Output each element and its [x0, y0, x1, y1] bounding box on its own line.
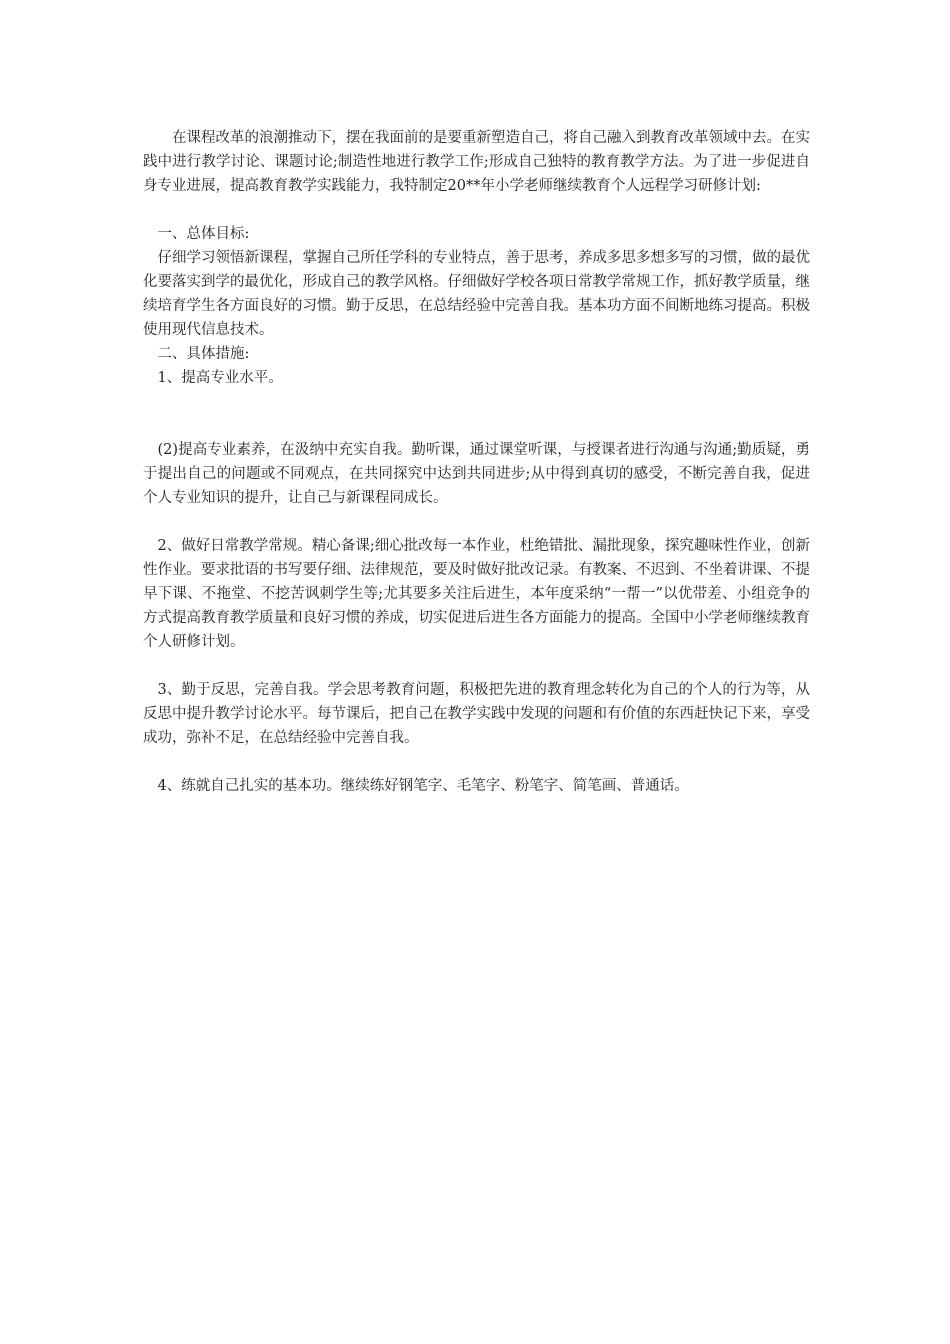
section-heading-goals: 一、总体目标:: [157, 226, 250, 242]
measure-item-4: 4、练就自己扎实的基本功。继续练好钢笔字、毛笔字、粉笔字、简笔画、普通话。: [157, 778, 689, 794]
spacer: [143, 750, 810, 774]
measure-item-1-sub-2: (2)提高专业素养，在汲纳中充实自我。勤听课，通过课堂听课，与授课者进行沟通与沟通;勤质疑，勇于提出自己的问题或不同观点，在共同探究中达到共同进步;从中得到真切的感受，不断完善自我，促进个人专业知识的提升，让自己与新课程同成长。: [143, 442, 810, 506]
spacer: [143, 654, 810, 678]
spacer: [143, 198, 810, 222]
measure-item-3: 3、勤于反思，完善自我。学会思考教育问题，积极把先进的教育理念转化为自己的个人的行为等，从反思中提升教学讨论水平。每节课后，把自己在教学实践中发现的问题和有价值的东西赶快记下来，享受成功，弥补不足，在总结经验中完善自我。: [143, 682, 810, 746]
spacer: [143, 390, 810, 438]
goals-paragraph: 仔细学习领悟新课程，掌握自己所任学科的专业特点，善于思考，养成多思多想多写的习惯，做的最优化要落实到学的最优化，形成自己的教学风格。仔细做好学校各项日常教学常规工作，抓好教学质量，继续培育学生各方面良好的习惯。勤于反思，在总结经验中完善自我。基本功方面不间断地练习提高。积极使用现代信息技术。: [143, 250, 810, 338]
measure-item-2: 2、做好日常教学常规。精心备课;细心批改每一本作业，杜绝错批、漏批现象，探究趣味性作业，创新性作业。要求批语的书写要仔细、法律规范，要及时做好批改记录。有教案、不迟到、不坐着讲课、不提早下课、不拖堂、不挖苦讽刺学生等;尤其要多关注后进生，本年度采纳“一帮一”以优带差、小组竞争的方式提高教育教学质量和良好习惯的养成，切实促进后进生各方面能力的提高。全国中小学老师继续教育个人研修计划。: [143, 538, 810, 650]
document-page: [143, 126, 810, 798]
measure-item-1: 1、提高专业水平。: [157, 370, 283, 386]
spacer: [143, 510, 810, 534]
section-heading-measures: 二、具体措施:: [157, 346, 250, 362]
intro-paragraph: 在课程改革的浪潮推动下，摆在我面前的是要重新塑造自己，将自己融入到教育改革领域中去。在实践中进行教学讨论、课题讨论;制造性地进行教学工作;形成自己独特的教育教学方法。为了进一步促进自身专业进展，提高教育教学实践能力，我特制定20**年小学老师继续教育个人远程学习研修计划:: [143, 130, 810, 194]
